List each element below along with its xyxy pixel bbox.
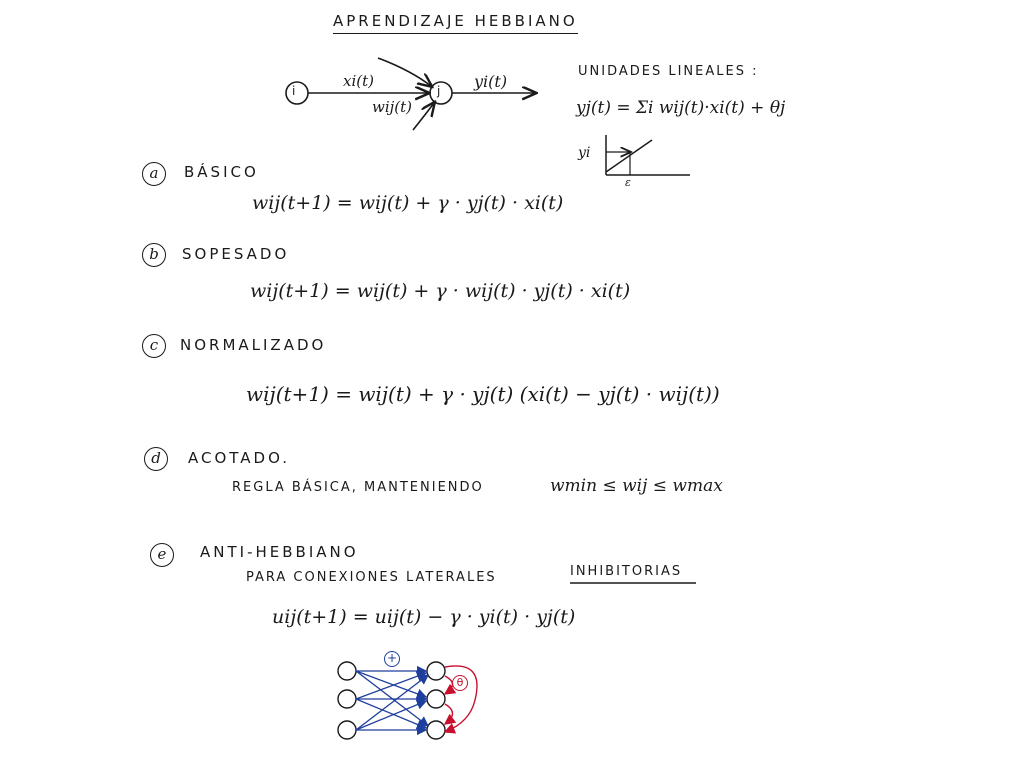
net-input-node xyxy=(338,690,356,708)
net-output-node xyxy=(427,721,445,739)
plot-line xyxy=(606,140,652,172)
section-a-badge: a xyxy=(142,162,166,186)
node-i-label: i xyxy=(292,84,298,98)
net-minus-label: θ xyxy=(452,675,468,691)
section-e-equation: uij(t+1) = uij(t) − γ · yi(t) · yj(t) xyxy=(272,606,576,628)
section-d-constraint: wmin ≤ wij ≤ wmax xyxy=(550,476,723,496)
section-e-label: ANTI-HEBBIANO xyxy=(200,543,359,561)
net-plus-label: + xyxy=(384,651,400,667)
net-blue-link xyxy=(356,673,426,699)
extra-input-bottom xyxy=(413,103,434,130)
section-d-label: ACOTADO. xyxy=(188,449,291,467)
network-diagram xyxy=(338,662,477,739)
plot-xlabel: ε xyxy=(625,176,631,189)
net-red-lateral xyxy=(445,704,453,724)
section-c-label: NORMALIZADO xyxy=(180,336,327,354)
net-input-node xyxy=(338,662,356,680)
node-j-label: j xyxy=(437,84,443,98)
section-e-badge: e xyxy=(150,543,174,567)
section-b-label: SOPESADO xyxy=(182,245,290,263)
net-input-node xyxy=(338,721,356,739)
net-blue-link xyxy=(356,701,426,730)
section-a-equation: wij(t+1) = wij(t) + γ · yj(t) · xi(t) xyxy=(252,192,564,214)
section-e-note: PARA CONEXIONES LATERALES xyxy=(246,570,497,585)
net-output-node xyxy=(427,690,445,708)
linear-units-equation: yj(t) = Σi wij(t)·xi(t) + θj xyxy=(576,98,786,118)
plot-ylabel: yi xyxy=(578,145,591,161)
section-c-equation: wij(t+1) = wij(t) + γ · yj(t) (xi(t) − yj(t) · wij(t)) xyxy=(246,382,720,406)
linear-units-heading: UNIDADES LINEALES : xyxy=(578,64,759,79)
section-a-label: BÁSICO xyxy=(184,163,259,181)
section-c-badge: c xyxy=(142,334,166,358)
section-e-note-emphasis: INHIBITORIAS xyxy=(570,564,683,579)
section-d-badge: d xyxy=(144,447,168,471)
net-output-node xyxy=(427,662,445,680)
net-blue-link xyxy=(356,675,428,730)
section-b-badge: b xyxy=(142,243,166,267)
input-label: xi(t) xyxy=(343,72,374,90)
extra-input-top xyxy=(378,58,431,86)
section-b-equation: wij(t+1) = wij(t) + γ · wij(t) · yj(t) · xi(t) xyxy=(250,280,631,302)
output-label: yi(t) xyxy=(474,72,508,91)
weight-label: wij(t) xyxy=(372,98,413,116)
page-title: APRENDIZAJE HEBBIANO xyxy=(333,12,578,34)
section-d-note: REGLA BÁSICA, MANTENIENDO xyxy=(232,480,484,495)
